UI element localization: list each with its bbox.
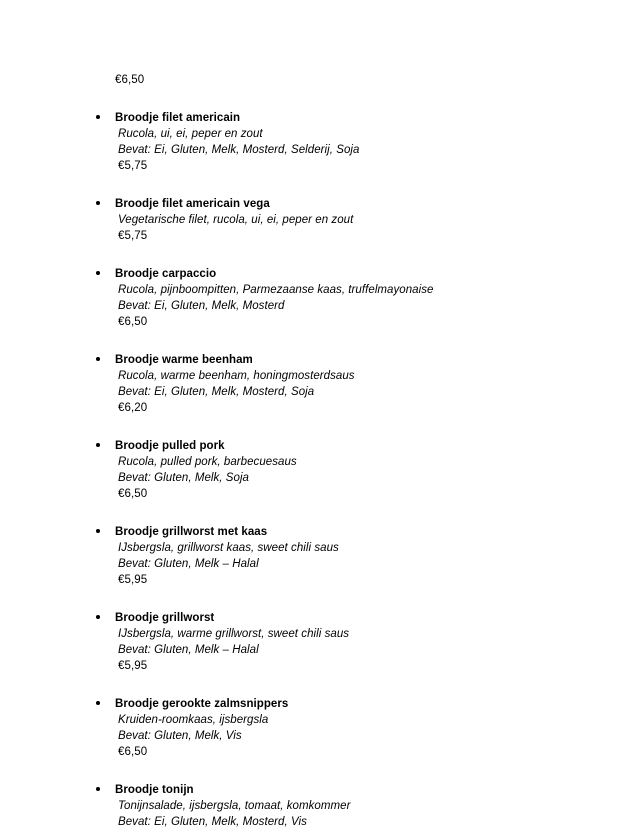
menu-item-description: Vegetarische filet, rucola, ui, ei, peper en zout	[118, 214, 354, 226]
menu-item-price: €5,75	[118, 160, 148, 172]
menu-item-description: Tonijnsalade, ijsbergsla, tomaat, komkommer	[118, 800, 351, 812]
menu-item-name: Broodje grillworst	[115, 612, 215, 624]
menu-item	[96, 438, 544, 502]
menu-item-allergens: Bevat: Ei, Gluten, Melk, Mosterd, Soja	[118, 386, 315, 398]
menu-item	[96, 782, 544, 830]
list-bullet-icon	[96, 529, 100, 533]
menu-item-name: Broodje grillworst met kaas	[115, 526, 268, 538]
menu-item-name: Broodje filet americain vega	[115, 198, 270, 210]
menu-item-price: €5,95	[118, 574, 148, 586]
menu-item-name: Broodje warme beenham	[115, 354, 253, 366]
menu-item-allergens: Bevat: Gluten, Melk, Vis	[118, 730, 242, 742]
list-bullet-icon	[96, 787, 100, 791]
menu-item-price: €6,50	[118, 316, 148, 328]
menu-item-price: €5,95	[118, 660, 148, 672]
menu-item-price: €6,20	[118, 402, 148, 414]
list-bullet-icon	[96, 701, 100, 705]
menu-item	[96, 110, 544, 174]
menu-item-description: Rucola, pijnboompitten, Parmezaanse kaas, truffelmayonaise	[118, 284, 434, 296]
menu-item-price: €5,75	[118, 230, 148, 242]
menu-item-allergens: Bevat: Gluten, Melk – Halal	[118, 644, 259, 656]
list-bullet-icon	[96, 201, 100, 205]
leading-price: €6,50	[115, 74, 145, 86]
menu-item-list	[96, 110, 544, 830]
menu-item-description: Rucola, pulled pork, barbecuesaus	[118, 456, 297, 468]
menu-item	[96, 524, 544, 588]
menu-item-description: Kruiden-roomkaas, ijsbergsla	[118, 714, 269, 726]
menu-item-name: Broodje filet americain	[115, 112, 241, 124]
menu-item-allergens: Bevat: Gluten, Melk – Halal	[118, 558, 259, 570]
menu-item-allergens: Bevat: Ei, Gluten, Melk, Mosterd, Selderij, Soja	[118, 144, 360, 156]
menu-item	[96, 610, 544, 674]
list-bullet-icon	[96, 357, 100, 361]
menu-item-description: IJsbergsla, warme grillworst, sweet chili saus	[118, 628, 350, 640]
menu-item	[96, 696, 544, 760]
menu-item-name: Broodje carpaccio	[115, 268, 217, 280]
menu-item	[96, 266, 544, 330]
list-bullet-icon	[96, 271, 100, 275]
menu-item-price: €6,50	[118, 746, 148, 758]
menu-item-allergens: Bevat: Ei, Gluten, Melk, Mosterd	[118, 300, 285, 312]
list-bullet-icon	[96, 115, 100, 119]
menu-item-allergens: Bevat: Ei, Gluten, Melk, Mosterd, Vis	[118, 816, 307, 828]
menu-item-description: IJsbergsla, grillworst kaas, sweet chili saus	[118, 542, 339, 554]
menu-item-description: Rucola, warme beenham, honingmosterdsaus	[118, 370, 355, 382]
menu-item	[96, 196, 544, 244]
menu-item-name: Broodje gerookte zalmsnippers	[115, 698, 289, 710]
menu-item	[96, 352, 544, 416]
menu-item-name: Broodje pulled pork	[115, 440, 225, 452]
list-bullet-icon	[96, 615, 100, 619]
menu-item-allergens: Bevat: Gluten, Melk, Soja	[118, 472, 250, 484]
menu-item-description: Rucola, ui, ei, peper en zout	[118, 128, 263, 140]
menu-item-name: Broodje tonijn	[115, 784, 194, 796]
list-bullet-icon	[96, 443, 100, 447]
menu-item-price: €6,50	[118, 488, 148, 500]
